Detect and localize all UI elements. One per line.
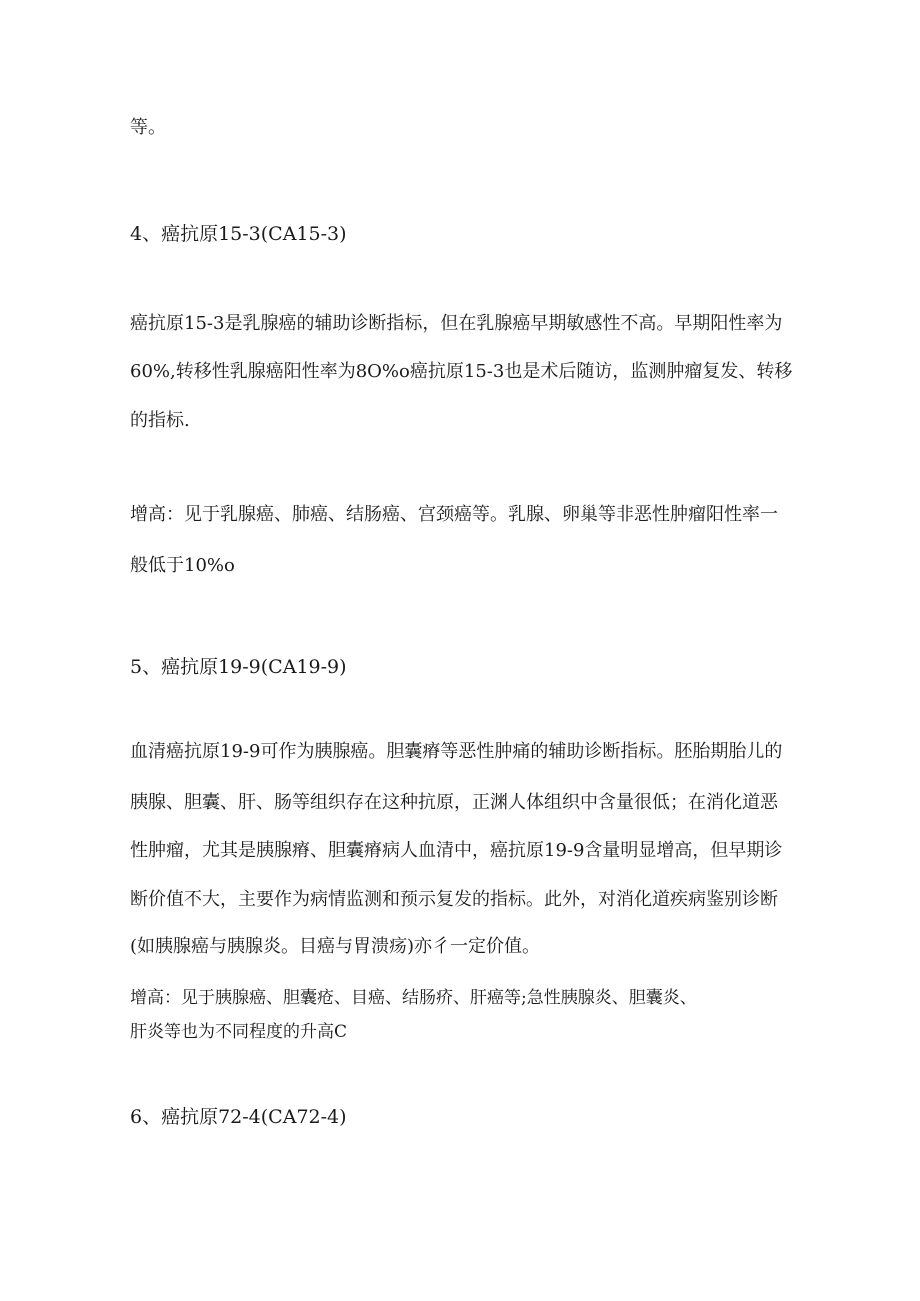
text-fragment: 等。: [130, 117, 166, 138]
paragraph-line: 断价值不大，主要作为病情监测和预示复发的指标。此外，对消化道疾病鉴别诊断: [130, 889, 778, 910]
section-heading-ca19-9: 5、癌抗原19-9(CA19-9): [130, 656, 347, 678]
paragraph-line: 的指标.: [130, 410, 190, 431]
paragraph-line: 血清癌抗原19-9可作为胰腺癌。胆囊瘠等恶性肿痛的辅助诊断指标。胚胎期胎儿的: [130, 741, 783, 762]
section-heading-ca72-4: 6、癌抗原72-4(CA72-4): [130, 1106, 347, 1128]
paragraph-line: 性肿瘤，尤其是胰腺瘠、胆囊瘠病人血清中，癌抗原19-9含量明显增高，但早期诊: [130, 840, 783, 861]
section-heading-ca15-3: 4、癌抗原15-3(CA15-3): [130, 223, 347, 245]
paragraph-line: 般低于10%o: [130, 555, 235, 576]
paragraph-line: 60%,转移性乳腺癌阳性率为8O%o癌抗原15-3也是术后随访，监测肿瘤复发、转移: [130, 361, 793, 382]
paragraph-line: 肝炎等也为不同程度的升高C: [130, 1022, 348, 1042]
paragraph-line: (如胰腺癌与胰腺炎。目癌与胃溃疡)亦彳一定价值。: [130, 936, 541, 957]
paragraph-line: 胰腺、胆囊、肝、肠等组织存在这种抗原，正渊人体组织中含量很低；在消化道恶: [130, 792, 778, 813]
paragraph-line: 癌抗原15-3是乳腺癌的辅助诊断指标，但在乳腺癌早期敏感性不高。早期阳性率为: [130, 313, 783, 334]
paragraph-line: 增高：见于乳腺癌、肺癌、结肠癌、宫颈癌等。乳腺、卵巢等非恶性肿瘤阳性率一: [130, 504, 778, 525]
paragraph-line: 增高：见于胰腺癌、胆囊疮、目癌、结肠疥、肝癌等;急性胰腺炎、胆囊炎、: [130, 988, 697, 1008]
